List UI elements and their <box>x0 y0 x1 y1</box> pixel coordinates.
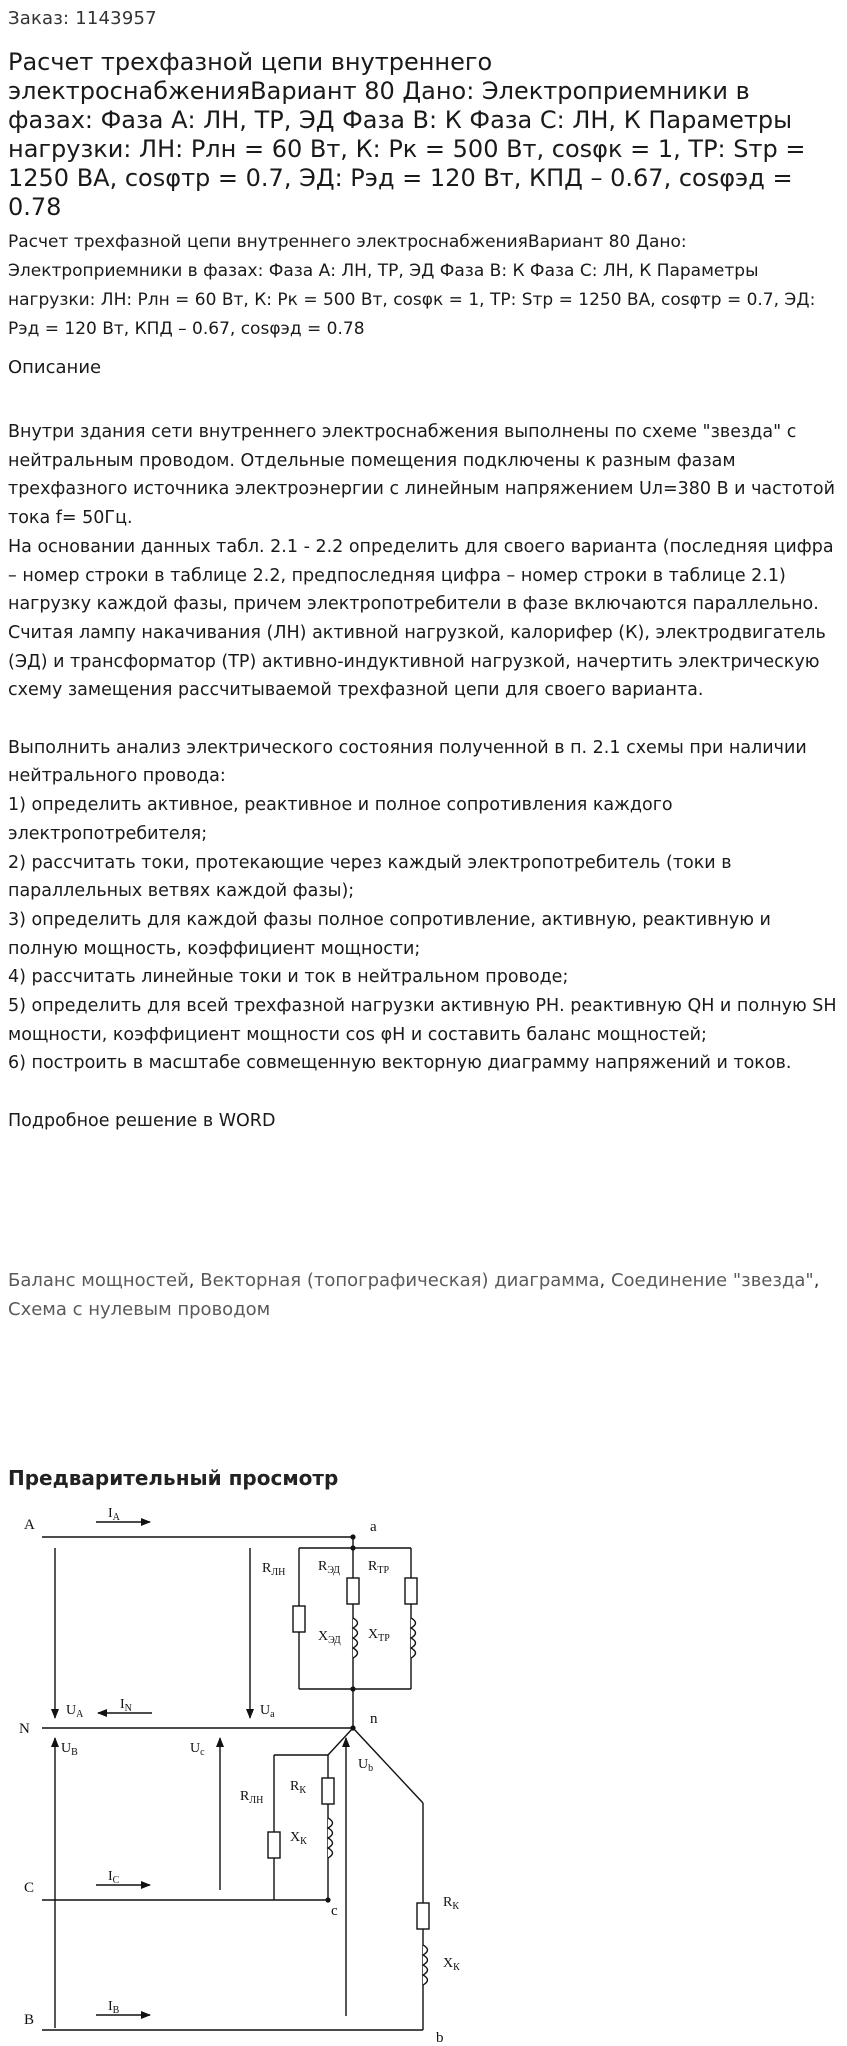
line-label-N: N <box>19 1721 30 1737</box>
description-line: 2) рассчитать токи, протекающие через каждый электропотребитель (токи в параллельных ветвях каждой фазы); <box>8 852 732 902</box>
page-title: Расчет трехфазной цепи внутреннего электроснабженияВариант 80 Дано: Электроприемники в фазах: Фаза А: ЛН, ТР, ЭД Фаза B: К Фаза С: ЛН, К Параметры нагрузки: ЛН: Pлн = 60 Вт, К: Pк = 500 Вт, cosφк = 1, ТР: Sтр = 1250 ВА, cosφтр = 0.7, ЭД: Pэд = 120 Вт, КПД – 0.67, cosφэд = 0.78 <box>8 48 806 221</box>
line-label-C: C <box>24 1880 35 1896</box>
current-label-IA: $I_A$ <box>108 1506 120 1523</box>
description-line: 6) построить в масштабе совмещенную векторную диаграмму напряжений и токов. <box>8 1053 792 1074</box>
resistor-label-Rln-a: $R_{ЛН}$ <box>262 1561 286 1578</box>
description-line: Считая лампу накачивания (ЛН) активной нагрузкой, калорифер (К), электродвигатель (ЭД) и трансформатор (ТР) активно-индуктивной нагрузкой, начертить электрическую схему замещения рассчитываемой трехфазной цепи для своего варианта. <box>8 622 826 701</box>
page-subtitle: Расчет трехфазной цепи внутреннего электроснабженияВариант 80 Дано: Электроприемники в фазах: Фаза А: ЛН, ТР, ЭД Фаза B: К Фаза С: ЛН, К Параметры нагрузки: ЛН: Pлн = 60 Вт, К: Pк = 500 Вт, cosφк = 1, ТР: Sтр = 1250 ВА, cosφтр = 0.7, ЭД: Pэд = 120 Вт, КПД – 0.67, cosφэд = 0.78 <box>8 232 816 339</box>
resistor-label-Red: $R_{ЭД}$ <box>318 1559 340 1576</box>
tag-link[interactable]: Векторная (топографическая) диаграмма <box>200 1270 600 1291</box>
node-label-b: b <box>436 2030 444 2046</box>
preview-heading: Предварительный просмотр <box>8 1466 339 1490</box>
tag-list <box>8 1266 828 1324</box>
circuit-diagram <box>0 1498 847 2046</box>
line-label-A: A <box>24 1517 35 1533</box>
reactance-label-Xtr: $X_{ТР}$ <box>368 1627 390 1644</box>
description-heading: Описание <box>8 357 102 378</box>
description-line: 5) определить для всей трехфазной нагрузки активную PН. реактивную QН и полную SН мощности, коэффициент мощности cos φН и составить баланс мощностей; <box>8 996 837 1045</box>
tag-separator: , <box>813 1270 820 1291</box>
description-line: Выполнить анализ электрического состояния полученной в п. 2.1 схемы при наличии нейтрального провода: <box>8 737 807 787</box>
reactance-label-Xk-c: $X_К$ <box>290 1830 307 1847</box>
description-blank <box>8 705 840 734</box>
current-label-IC: $I_C$ <box>108 1869 120 1886</box>
resistor-label-Rk-b: $R_К$ <box>443 1895 460 1912</box>
order-number: Заказ: 1143957 <box>8 8 157 29</box>
description-blank <box>8 1078 840 1107</box>
current-label-IB: $I_B$ <box>108 1999 120 2016</box>
resistor-label-Rln-c: $R_{ЛН}$ <box>240 1789 264 1806</box>
voltage-label-UA: $U_A$ <box>66 1703 84 1720</box>
voltage-label-Ua: $U_a$ <box>260 1703 275 1720</box>
node-label-c: c <box>331 1903 338 1919</box>
node-label-n: n <box>370 1711 378 1727</box>
current-label-IN: $I_N$ <box>120 1697 132 1714</box>
description-line: 4) рассчитать линейные токи и ток в нейтральном проводе; <box>8 967 569 988</box>
description-line: 3) определить для каждой фазы полное сопротивление, активную, реактивную и полную мощность, коэффициент мощности; <box>8 909 771 959</box>
voltage-label-UB: $U_B$ <box>61 1741 78 1758</box>
line-label-B: B <box>24 2012 35 2028</box>
reactance-label-Xed: $X_{ЭД}$ <box>318 1629 341 1646</box>
resistor-label-Rtr: $R_{ТР}$ <box>368 1559 390 1576</box>
voltage-label-Uc: $U_c$ <box>190 1741 205 1758</box>
tag-separator: , <box>599 1270 611 1291</box>
tag-link[interactable]: Баланс мощностей <box>8 1270 189 1291</box>
node-label-a: a <box>370 1519 377 1535</box>
tag-separator: , <box>188 1270 201 1291</box>
description-body <box>8 418 840 1136</box>
description-line: Внутри здания сети внутреннего электроснабжения выполнены по схеме "звезда" с нейтральным проводом. Отдельные помещения подключены к разным фазам трехфазного источника электроэнергии с линейным напряжением Uл=380 В и частотой тока f= 50Гц. <box>8 422 835 529</box>
resistor-label-Rk-c: $R_К$ <box>290 1779 307 1796</box>
description-line: На основании данных табл. 2.1 - 2.2 определить для своего варианта (последняя цифра – номер строки в таблице 2.2, предпоследняя цифра – номер строки в таблице 2.1) нагрузку каждой фазы, причем электропотребители в фазе включаются параллельно. <box>8 536 834 615</box>
description-line: Подробное решение в WORD <box>8 1110 276 1131</box>
voltage-label-Ub: $U_b$ <box>358 1757 374 1774</box>
reactance-label-Xk-b: $X_К$ <box>443 1956 460 1973</box>
description-line: 1) определить активное, реактивное и полное сопротивления каждого электропотребителя; <box>8 795 673 844</box>
tag-link[interactable]: Схема с нулевым проводом <box>8 1299 271 1320</box>
tag-link[interactable]: Соединение "звезда" <box>610 1270 814 1291</box>
